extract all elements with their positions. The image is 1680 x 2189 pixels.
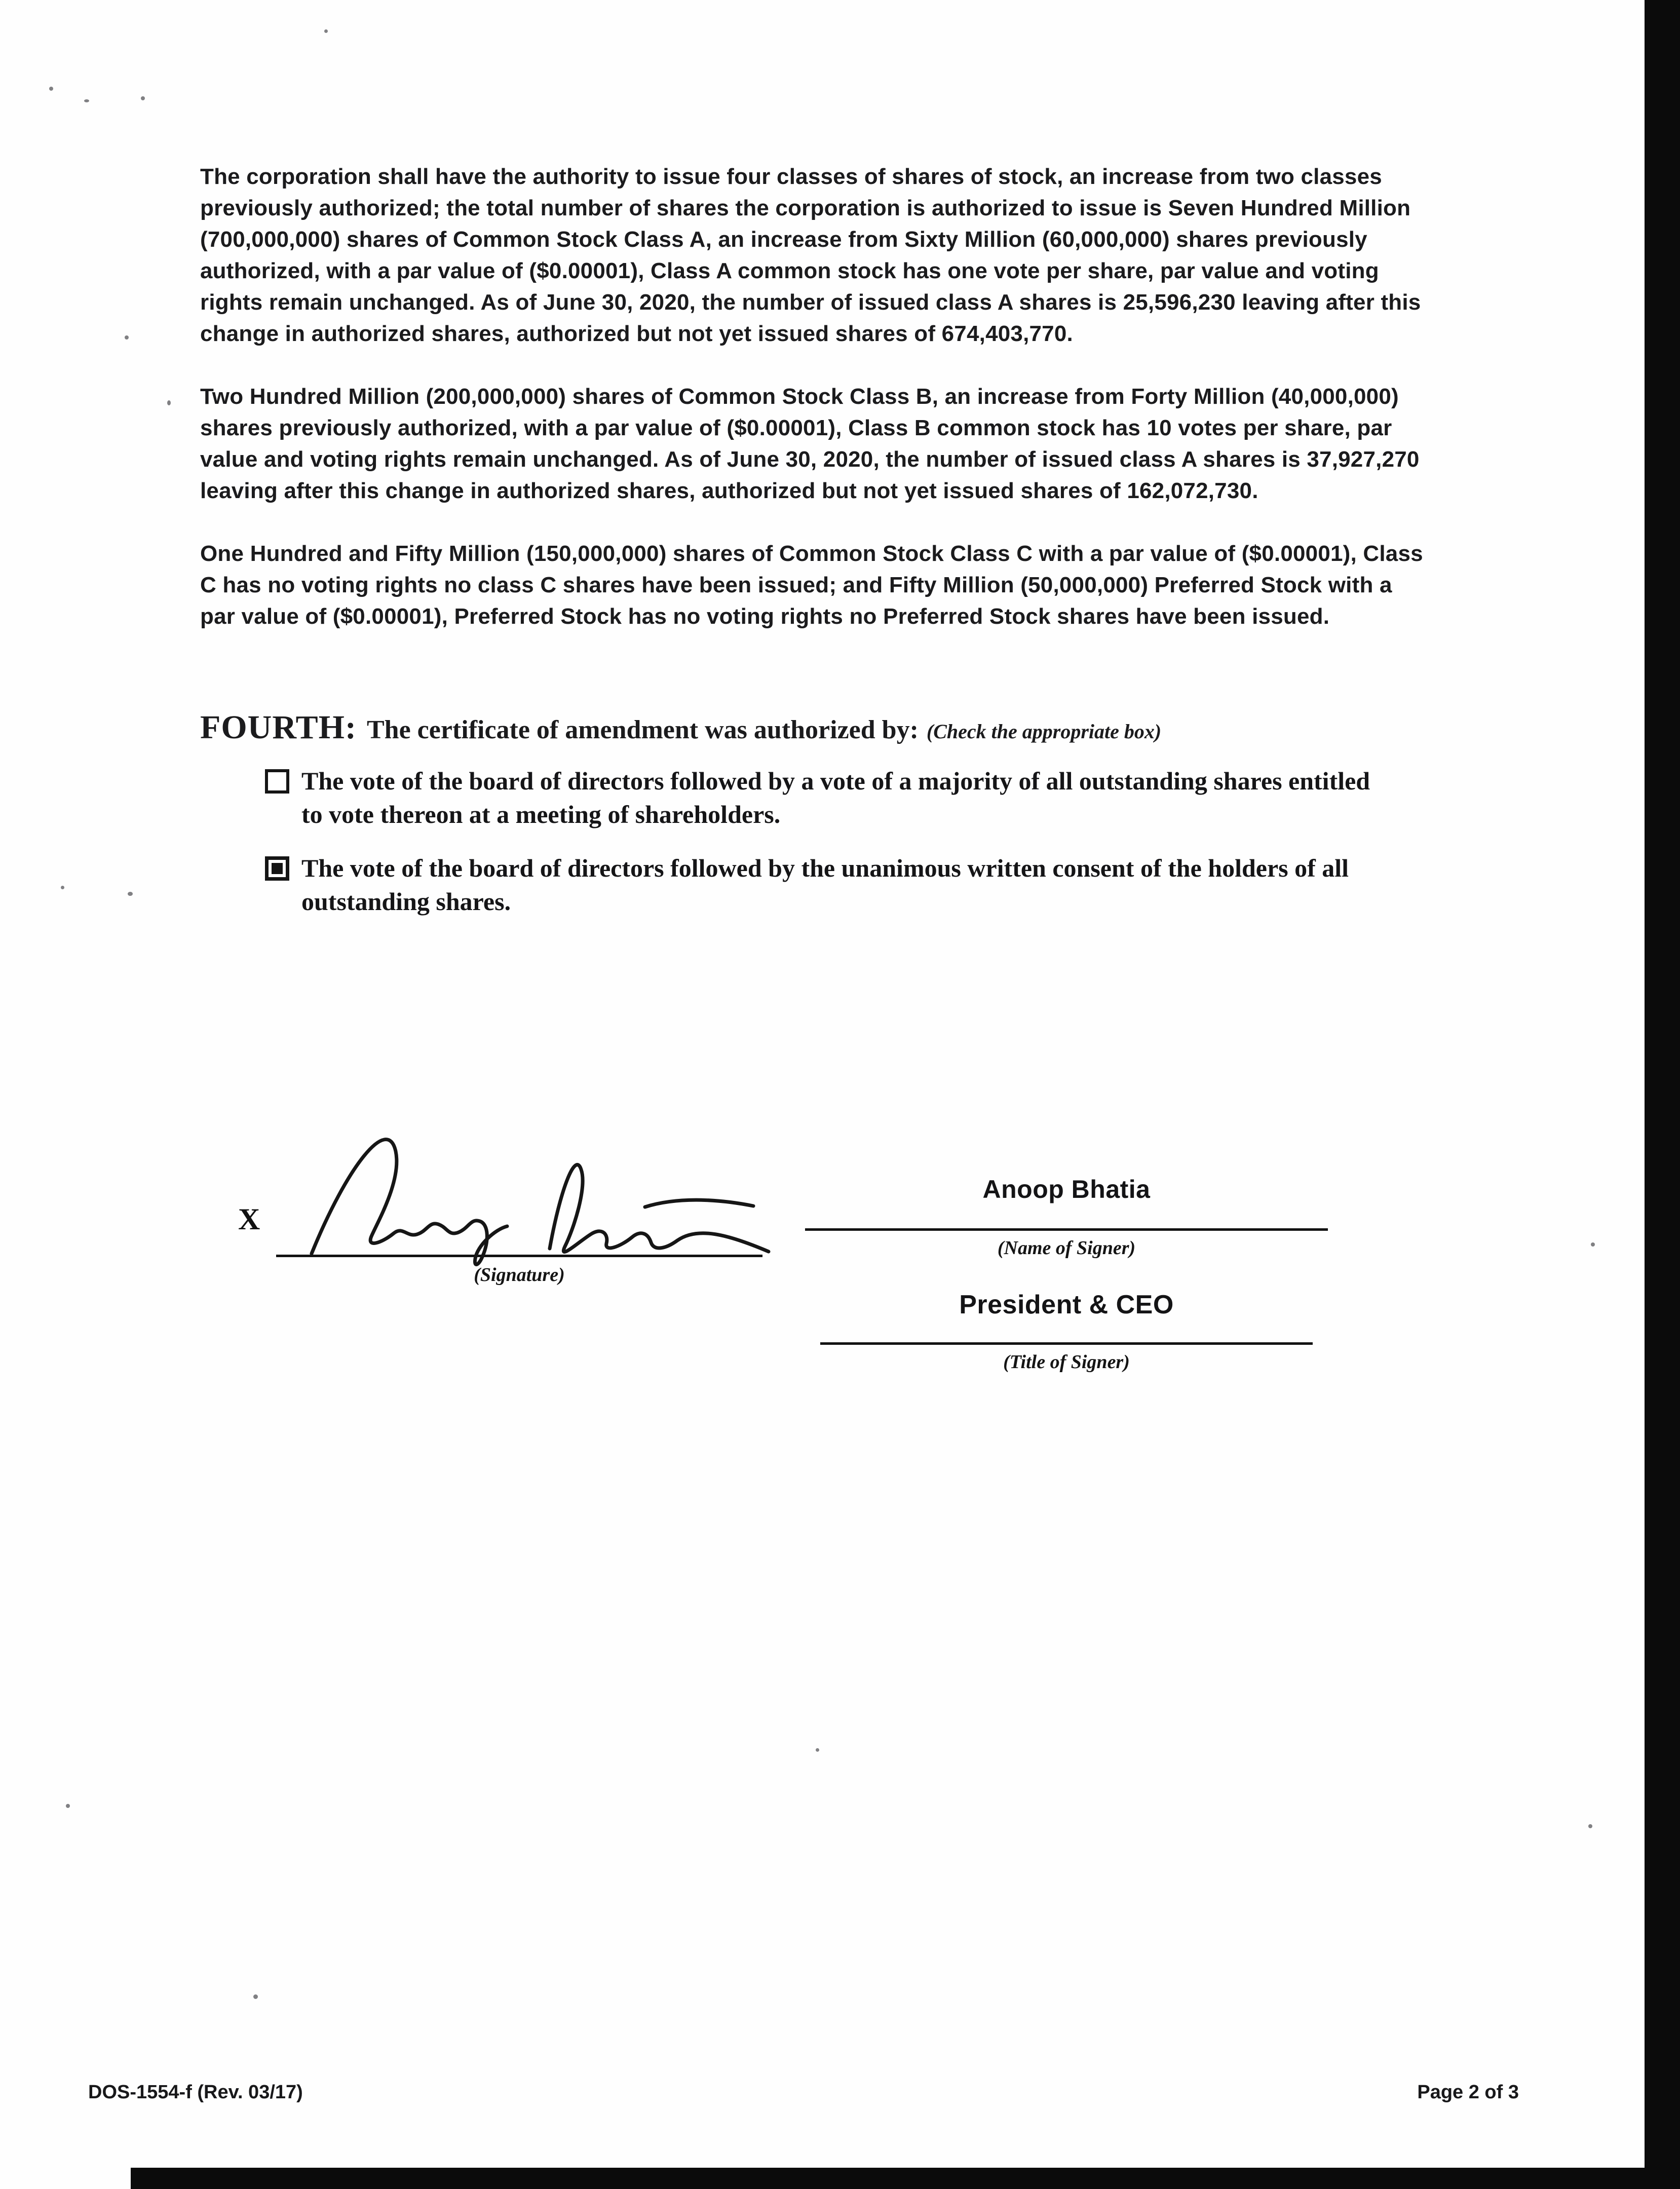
page-number: Page 2 of 3 (1417, 2082, 1519, 2103)
scan-speck (66, 1804, 70, 1808)
scan-edge-bottom (131, 2168, 1680, 2189)
authorization-options (265, 764, 1431, 918)
scan-speck (61, 886, 64, 889)
fourth-label: FOURTH: (200, 709, 357, 746)
scan-speck (1588, 1824, 1592, 1828)
scan-speck (128, 892, 133, 896)
handwritten-signature (296, 1121, 773, 1273)
signer-name: Anoop Bhatia (982, 1175, 1151, 1203)
form-number: DOS-1554-f (Rev. 03/17) (88, 2082, 303, 2103)
signature-caption: (Signature) (474, 1264, 565, 1286)
signer-column (805, 1175, 1328, 1373)
paragraph-class-b: Two Hundred Million (200,000,000) shares of Common Stock Class B, an increase from Forty Million (40,000,000) shares previously authorized, with a par value of ($0.00001), Class B common stock has 10 votes per share, par value and voting rights remain unchanged. As of June 30, 2020, the number of issued class A shares is 37,927,270 leaving after this change in authorized shares, authorized but not yet issued shares of 162,072,730. (200, 384, 1420, 503)
scan-speck (167, 400, 171, 405)
option-checkbox-checked (265, 856, 289, 881)
document-body (200, 161, 1431, 938)
title-caption: (Title of Signer) (1003, 1351, 1130, 1373)
option-text: The vote of the board of directors followed by a vote of a majority of all outstanding shares entitled to vote thereon at a meeting of shareholders. (301, 767, 1370, 828)
scan-edge-right (1645, 0, 1680, 2189)
option-unanimous-written-consent (265, 851, 1431, 918)
scan-speck (1591, 1242, 1595, 1247)
scan-speck (125, 335, 129, 339)
scan-speck (84, 99, 89, 102)
scan-speck (253, 1994, 258, 1999)
option-checkbox-unchecked (265, 769, 289, 794)
scan-speck (49, 87, 53, 91)
title-line (820, 1342, 1313, 1345)
option-board-vote-meeting (265, 764, 1431, 831)
name-line (805, 1228, 1328, 1231)
scan-speck (816, 1748, 819, 1752)
fourth-note: (Check the appropriate box) (926, 720, 1162, 743)
scan-speck (141, 96, 145, 100)
fourth-article-heading (200, 708, 1431, 747)
paragraph-class-c-preferred: One Hundred and Fifty Million (150,000,000) shares of Common Stock Class C with a par value of ($0.00001), Class C has no voting rights no class C shares have been issued; and Fifty Million (50,000,000) Preferred Stock with a par value of ($0.00001), Preferred Stock has no voting rights no Preferred Stock shares have been issued. (200, 541, 1423, 629)
signer-title: President & CEO (959, 1290, 1174, 1319)
name-caption: (Name of Signer) (997, 1237, 1136, 1259)
paragraph-class-a: The corporation shall have the authority to issue four classes of shares of stock, an increase from two classes previously authorized; the total number of shares the corporation is authorized to issue is Seven Hundred Million (700,000,000) shares of Common Stock Class A, an increase from Sixty Million (60,000,000) shares previously authorized, with a par value of ($0.00001), Class A common stock has one vote per share, par value and voting rights remain unchanged. As of June 30, 2020, the number of issued class A shares is 25,596,230 leaving after this change in authorized shares, authorized but not yet issued shares of 674,403,770. (200, 164, 1421, 346)
scan-speck (324, 29, 328, 33)
fourth-text: The certificate of amendment was authorized by: (367, 715, 919, 744)
option-text: The vote of the board of directors followed by the unanimous written consent of the holders of all outstanding shares. (301, 854, 1349, 916)
signature-x-mark: X (238, 1202, 260, 1236)
